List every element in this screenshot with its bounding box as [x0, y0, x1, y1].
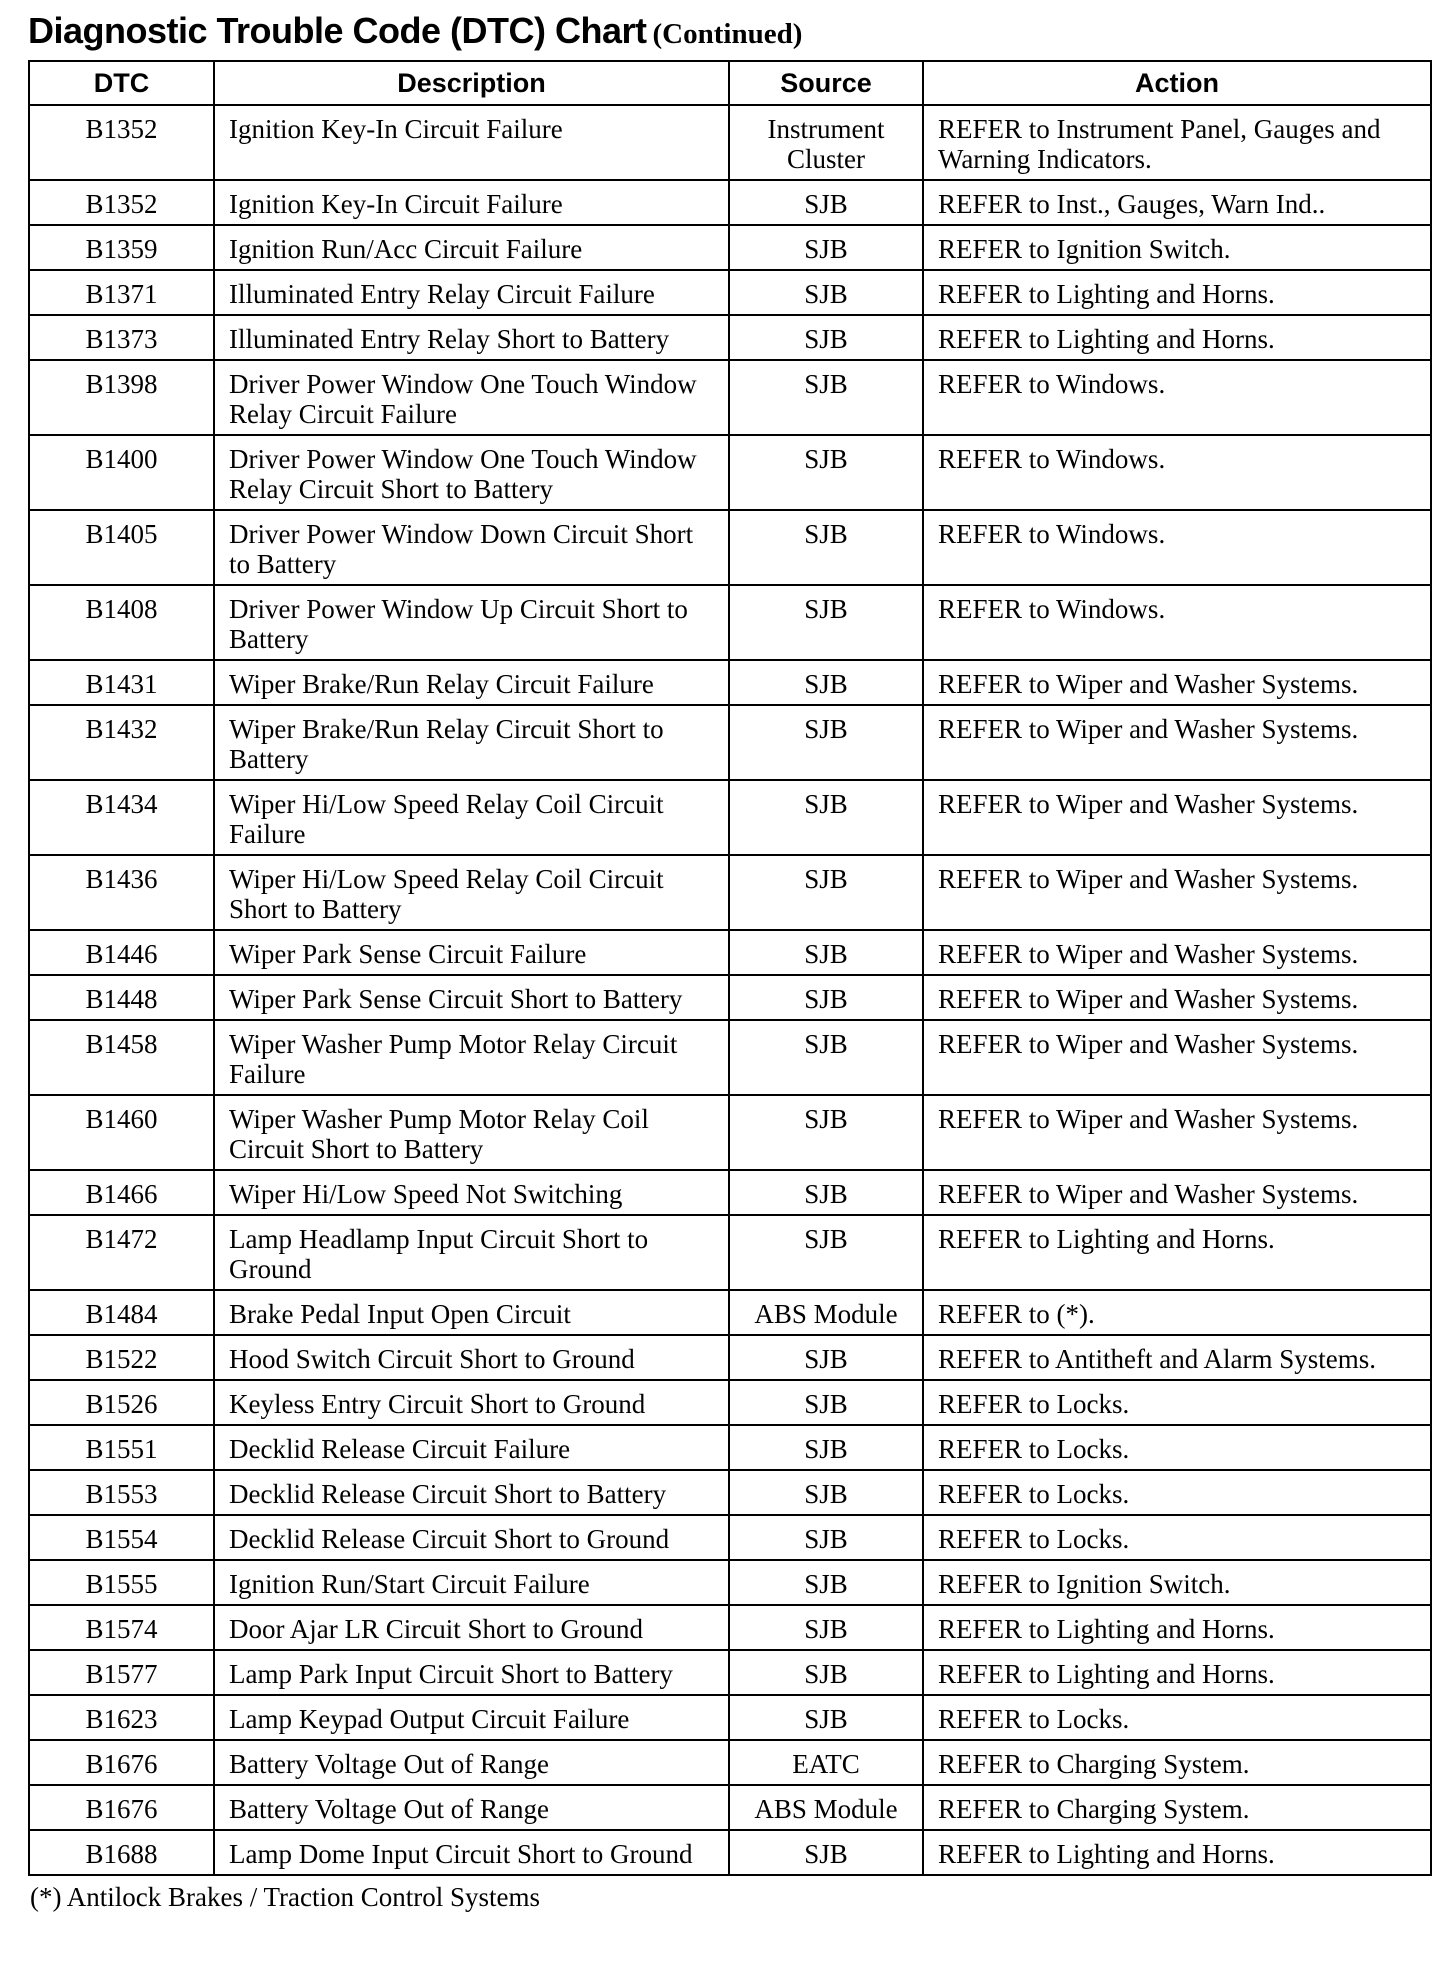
- cell-source: EATC: [729, 1740, 923, 1785]
- cell-action: REFER to Windows.: [923, 585, 1431, 660]
- cell-dtc: B1676: [29, 1785, 214, 1830]
- cell-description: Door Ajar LR Circuit Short to Ground: [214, 1605, 729, 1650]
- cell-action: REFER to Wiper and Washer Systems.: [923, 1020, 1431, 1095]
- cell-dtc: B1555: [29, 1560, 214, 1605]
- cell-description: Keyless Entry Circuit Short to Ground: [214, 1380, 729, 1425]
- table-row: [29, 1170, 1431, 1215]
- cell-dtc: B1448: [29, 975, 214, 1020]
- cell-description: Driver Power Window Down Circuit Short to Battery: [214, 510, 729, 585]
- cell-action: REFER to Locks.: [923, 1515, 1431, 1560]
- cell-source: SJB: [729, 1605, 923, 1650]
- cell-source: SJB: [729, 855, 923, 930]
- cell-description: Wiper Hi/Low Speed Not Switching: [214, 1170, 729, 1215]
- cell-source: SJB: [729, 1470, 923, 1515]
- cell-dtc: B1574: [29, 1605, 214, 1650]
- cell-description: Battery Voltage Out of Range: [214, 1740, 729, 1785]
- cell-source: SJB: [729, 225, 923, 270]
- cell-action: REFER to Wiper and Washer Systems.: [923, 1095, 1431, 1170]
- cell-source: SJB: [729, 1560, 923, 1605]
- cell-action: REFER to Instrument Panel, Gauges and Warning Indicators.: [923, 105, 1431, 180]
- cell-dtc: B1484: [29, 1290, 214, 1335]
- header-action: Action: [923, 61, 1431, 105]
- cell-dtc: B1688: [29, 1830, 214, 1875]
- cell-description: Wiper Hi/Low Speed Relay Coil Circuit Short to Battery: [214, 855, 729, 930]
- cell-dtc: B1352: [29, 180, 214, 225]
- table-row: [29, 660, 1431, 705]
- cell-action: REFER to Wiper and Washer Systems.: [923, 855, 1431, 930]
- table-row: [29, 1605, 1431, 1650]
- title-continued: (Continued): [652, 18, 803, 50]
- cell-dtc: B1522: [29, 1335, 214, 1380]
- cell-action: REFER to Wiper and Washer Systems.: [923, 705, 1431, 780]
- cell-source: SJB: [729, 1695, 923, 1740]
- cell-source: ABS Module: [729, 1290, 923, 1335]
- cell-source: SJB: [729, 360, 923, 435]
- table-row: [29, 360, 1431, 435]
- cell-description: Decklid Release Circuit Short to Ground: [214, 1515, 729, 1560]
- cell-description: Illuminated Entry Relay Circuit Failure: [214, 270, 729, 315]
- cell-description: Lamp Keypad Output Circuit Failure: [214, 1695, 729, 1740]
- header-description: Description: [214, 61, 729, 105]
- table-row: [29, 180, 1431, 225]
- table-row: [29, 225, 1431, 270]
- cell-source: SJB: [729, 1515, 923, 1560]
- cell-action: REFER to Lighting and Horns.: [923, 315, 1431, 360]
- cell-action: REFER to Wiper and Washer Systems.: [923, 930, 1431, 975]
- cell-description: Decklid Release Circuit Short to Battery: [214, 1470, 729, 1515]
- cell-dtc: B1526: [29, 1380, 214, 1425]
- cell-description: Wiper Park Sense Circuit Failure: [214, 930, 729, 975]
- cell-source: SJB: [729, 1170, 923, 1215]
- table-row: [29, 1830, 1431, 1875]
- cell-dtc: B1352: [29, 105, 214, 180]
- cell-description: Decklid Release Circuit Failure: [214, 1425, 729, 1470]
- cell-description: Brake Pedal Input Open Circuit: [214, 1290, 729, 1335]
- cell-description: Wiper Washer Pump Motor Relay Coil Circuit Short to Battery: [214, 1095, 729, 1170]
- table-row: [29, 1290, 1431, 1335]
- cell-action: REFER to Wiper and Washer Systems.: [923, 780, 1431, 855]
- footnote: (*) Antilock Brakes / Traction Control Systems: [30, 1882, 540, 1912]
- table-row: [29, 975, 1431, 1020]
- cell-action: REFER to Lighting and Horns.: [923, 270, 1431, 315]
- cell-dtc: B1434: [29, 780, 214, 855]
- cell-source: SJB: [729, 1425, 923, 1470]
- table-row: [29, 435, 1431, 510]
- cell-description: Wiper Brake/Run Relay Circuit Short to Battery: [214, 705, 729, 780]
- cell-action: REFER to Charging System.: [923, 1785, 1431, 1830]
- cell-source: SJB: [729, 270, 923, 315]
- cell-source: SJB: [729, 510, 923, 585]
- cell-dtc: B1577: [29, 1650, 214, 1695]
- cell-dtc: B1676: [29, 1740, 214, 1785]
- cell-action: REFER to Locks.: [923, 1380, 1431, 1425]
- cell-description: Driver Power Window One Touch Window Relay Circuit Short to Battery: [214, 435, 729, 510]
- cell-source: SJB: [729, 585, 923, 660]
- cell-source: SJB: [729, 180, 923, 225]
- cell-action: REFER to Windows.: [923, 510, 1431, 585]
- cell-action: REFER to Ignition Switch.: [923, 225, 1431, 270]
- cell-description: Illuminated Entry Relay Short to Battery: [214, 315, 729, 360]
- cell-source: SJB: [729, 1380, 923, 1425]
- cell-dtc: B1472: [29, 1215, 214, 1290]
- cell-action: REFER to (*).: [923, 1290, 1431, 1335]
- table-row: [29, 510, 1431, 585]
- cell-action: REFER to Wiper and Washer Systems.: [923, 660, 1431, 705]
- cell-description: Wiper Washer Pump Motor Relay Circuit Failure: [214, 1020, 729, 1095]
- cell-dtc: B1359: [29, 225, 214, 270]
- cell-description: Ignition Key-In Circuit Failure: [214, 180, 729, 225]
- table-row: [29, 1515, 1431, 1560]
- table-row: [29, 105, 1431, 180]
- cell-source: SJB: [729, 705, 923, 780]
- cell-action: REFER to Locks.: [923, 1425, 1431, 1470]
- cell-source: SJB: [729, 1650, 923, 1695]
- table-row: [29, 1650, 1431, 1695]
- cell-dtc: B1436: [29, 855, 214, 930]
- table-row: [29, 855, 1431, 930]
- table-row: [29, 1335, 1431, 1380]
- cell-dtc: B1446: [29, 930, 214, 975]
- cell-action: REFER to Lighting and Horns.: [923, 1605, 1431, 1650]
- cell-description: Lamp Dome Input Circuit Short to Ground: [214, 1830, 729, 1875]
- header-dtc: DTC: [29, 61, 214, 105]
- table-row: [29, 1740, 1431, 1785]
- cell-dtc: B1373: [29, 315, 214, 360]
- cell-action: REFER to Ignition Switch.: [923, 1560, 1431, 1605]
- cell-source: SJB: [729, 930, 923, 975]
- table-row: [29, 315, 1431, 360]
- page-title: [28, 10, 802, 52]
- table-row: [29, 1095, 1431, 1170]
- cell-source: SJB: [729, 315, 923, 360]
- cell-action: REFER to Wiper and Washer Systems.: [923, 1170, 1431, 1215]
- cell-action: REFER to Antitheft and Alarm Systems.: [923, 1335, 1431, 1380]
- cell-action: REFER to Locks.: [923, 1695, 1431, 1740]
- cell-description: Hood Switch Circuit Short to Ground: [214, 1335, 729, 1380]
- cell-description: Lamp Park Input Circuit Short to Battery: [214, 1650, 729, 1695]
- cell-source: SJB: [729, 780, 923, 855]
- cell-action: REFER to Lighting and Horns.: [923, 1650, 1431, 1695]
- cell-dtc: B1623: [29, 1695, 214, 1740]
- table-row: [29, 930, 1431, 975]
- cell-description: Driver Power Window One Touch Window Relay Circuit Failure: [214, 360, 729, 435]
- cell-source: SJB: [729, 975, 923, 1020]
- table-row: [29, 780, 1431, 855]
- cell-action: REFER to Inst., Gauges, Warn Ind..: [923, 180, 1431, 225]
- cell-dtc: B1460: [29, 1095, 214, 1170]
- table-header-row: [29, 61, 1431, 105]
- cell-dtc: B1371: [29, 270, 214, 315]
- header-source: Source: [729, 61, 923, 105]
- cell-dtc: B1458: [29, 1020, 214, 1095]
- cell-source: SJB: [729, 660, 923, 705]
- cell-action: REFER to Windows.: [923, 360, 1431, 435]
- table-row: [29, 705, 1431, 780]
- cell-source: SJB: [729, 1830, 923, 1875]
- title-text: Diagnostic Trouble Code (DTC) Chart: [28, 10, 647, 51]
- cell-action: REFER to Charging System.: [923, 1740, 1431, 1785]
- table-body: [29, 105, 1431, 1875]
- cell-dtc: B1553: [29, 1470, 214, 1515]
- table-row: [29, 270, 1431, 315]
- cell-dtc: B1432: [29, 705, 214, 780]
- cell-description: Battery Voltage Out of Range: [214, 1785, 729, 1830]
- cell-source: SJB: [729, 1095, 923, 1170]
- cell-source: Instrument Cluster: [729, 105, 923, 180]
- cell-description: Ignition Run/Start Circuit Failure: [214, 1560, 729, 1605]
- cell-description: Ignition Key-In Circuit Failure: [214, 105, 729, 180]
- cell-dtc: B1400: [29, 435, 214, 510]
- table-row: [29, 1215, 1431, 1290]
- cell-action: REFER to Lighting and Horns.: [923, 1830, 1431, 1875]
- cell-source: SJB: [729, 435, 923, 510]
- table-row: [29, 1380, 1431, 1425]
- table-row: [29, 1695, 1431, 1740]
- cell-source: SJB: [729, 1020, 923, 1095]
- table-row: [29, 1020, 1431, 1095]
- table-row: [29, 1560, 1431, 1605]
- table-row: [29, 1785, 1431, 1830]
- cell-description: Wiper Hi/Low Speed Relay Coil Circuit Failure: [214, 780, 729, 855]
- cell-description: Wiper Brake/Run Relay Circuit Failure: [214, 660, 729, 705]
- cell-action: REFER to Locks.: [923, 1470, 1431, 1515]
- table-row: [29, 1425, 1431, 1470]
- cell-dtc: B1405: [29, 510, 214, 585]
- cell-description: Driver Power Window Up Circuit Short to Battery: [214, 585, 729, 660]
- cell-action: REFER to Wiper and Washer Systems.: [923, 975, 1431, 1020]
- cell-dtc: B1398: [29, 360, 214, 435]
- cell-dtc: B1431: [29, 660, 214, 705]
- cell-source: SJB: [729, 1215, 923, 1290]
- cell-description: Lamp Headlamp Input Circuit Short to Ground: [214, 1215, 729, 1290]
- cell-dtc: B1466: [29, 1170, 214, 1215]
- cell-source: ABS Module: [729, 1785, 923, 1830]
- cell-dtc: B1551: [29, 1425, 214, 1470]
- dtc-table: [28, 60, 1432, 1876]
- table-row: [29, 1470, 1431, 1515]
- cell-action: REFER to Lighting and Horns.: [923, 1215, 1431, 1290]
- cell-action: REFER to Windows.: [923, 435, 1431, 510]
- cell-dtc: B1554: [29, 1515, 214, 1560]
- cell-description: Ignition Run/Acc Circuit Failure: [214, 225, 729, 270]
- cell-dtc: B1408: [29, 585, 214, 660]
- table-row: [29, 585, 1431, 660]
- cell-source: SJB: [729, 1335, 923, 1380]
- cell-description: Wiper Park Sense Circuit Short to Battery: [214, 975, 729, 1020]
